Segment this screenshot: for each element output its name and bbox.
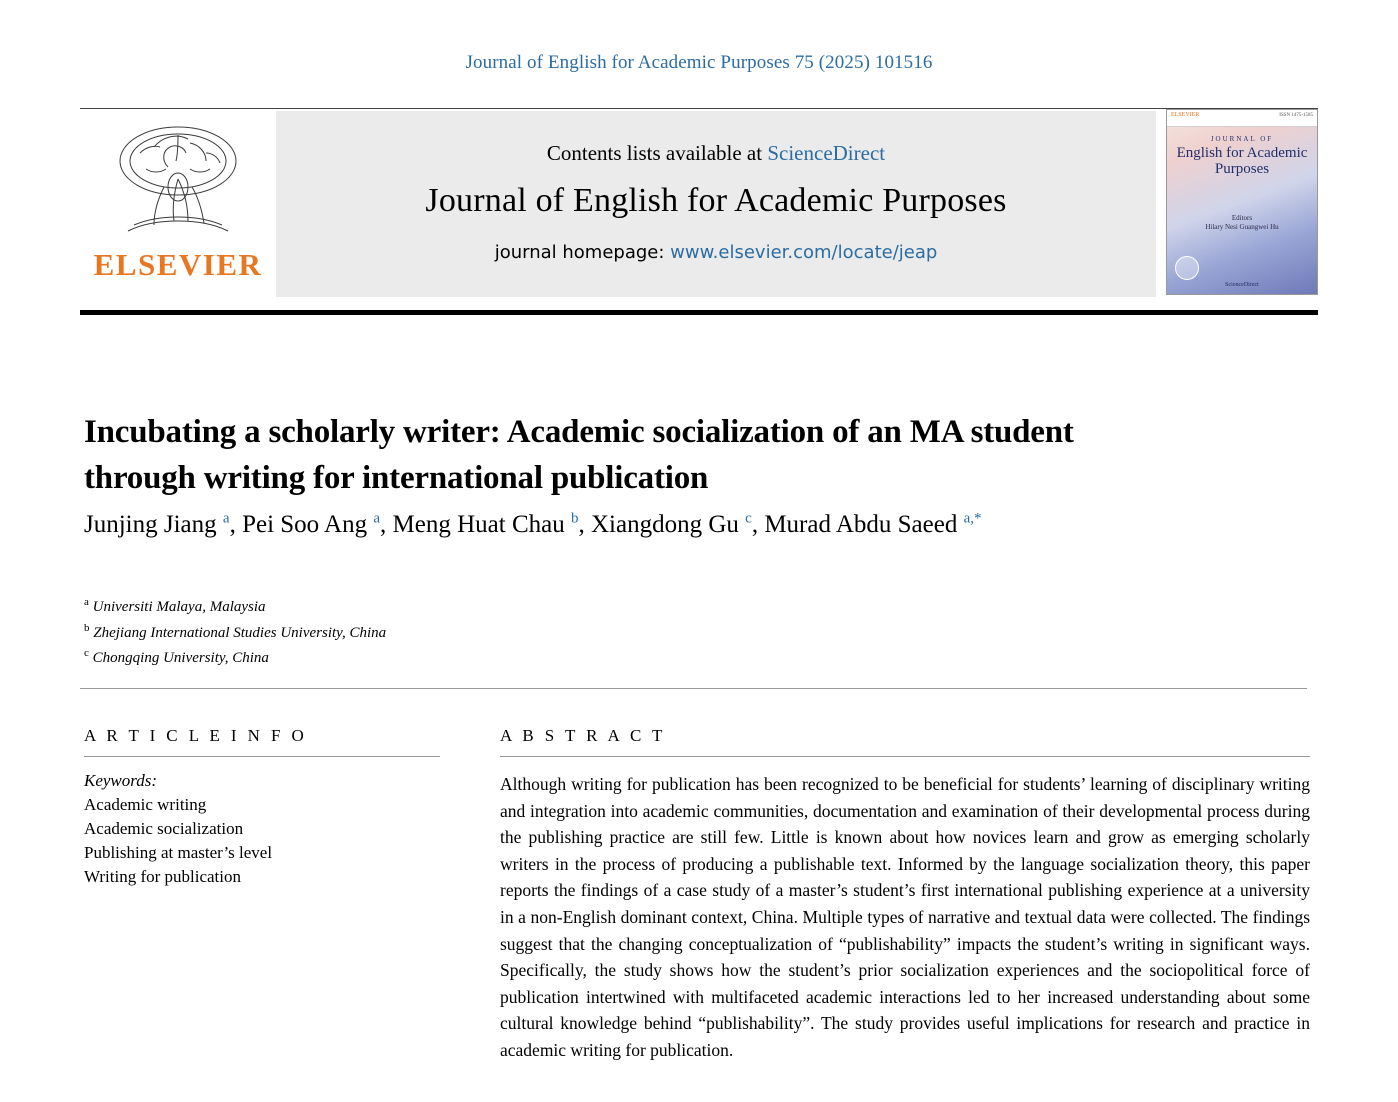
affiliation-line bbox=[84, 594, 984, 620]
journal-name: Journal of English for Academic Purposes bbox=[425, 182, 1007, 219]
author-name: Junjing Jiang bbox=[84, 511, 223, 538]
keyword-item: Writing for publication bbox=[84, 867, 242, 887]
affiliation-text: Universiti Malaya, Malaysia bbox=[88, 599, 266, 615]
abstract-column bbox=[500, 726, 1310, 1064]
affiliation-mark: b bbox=[84, 621, 90, 634]
keyword-item: Academic socialization bbox=[84, 819, 244, 839]
cover-editors-label: Editors bbox=[1231, 214, 1253, 222]
masthead-bottom-rule bbox=[80, 310, 1318, 315]
abstract-heading: A B S T R A C T bbox=[500, 726, 666, 745]
author-separator: , bbox=[578, 511, 591, 538]
author-name: Meng Huat Chau bbox=[392, 511, 571, 538]
article-info-column bbox=[84, 726, 440, 890]
page-title: Incubating a scholarly writer: Academic socialization of an MA student through writing for international publication bbox=[84, 414, 1074, 496]
cover-issn: ISSN 1475-1585 bbox=[1279, 113, 1313, 118]
cover-seal-icon bbox=[1175, 256, 1199, 280]
author-name: Xiangdong Gu bbox=[590, 511, 746, 538]
affiliation-mark: a bbox=[84, 596, 89, 608]
cover-topbar bbox=[1167, 110, 1317, 127]
running-head: Journal of English for Academic Purposes 75 (2025) 101516 bbox=[465, 52, 933, 73]
journal-homepage-line bbox=[495, 242, 938, 263]
affiliation-line bbox=[84, 620, 984, 646]
affiliation-text: Zhejiang International Studies University, China bbox=[89, 624, 387, 641]
article-info-heading: A R T I C L E I N F O bbox=[84, 726, 308, 745]
contents-prefix: Contents lists available at bbox=[546, 141, 763, 165]
author-separator: , bbox=[380, 511, 393, 538]
keywords-label: Keywords: bbox=[84, 771, 158, 790]
keywords-list bbox=[84, 793, 440, 890]
elsevier-logo bbox=[80, 109, 276, 301]
author-name: Pei Soo Ang bbox=[242, 511, 374, 538]
author-affiliation-mark: b bbox=[570, 510, 579, 527]
author-separator: , bbox=[229, 511, 243, 538]
affiliation-mark: c bbox=[84, 647, 89, 660]
author-affiliation-mark: a bbox=[222, 510, 230, 527]
sciencedirect-link[interactable]: ScienceDirect bbox=[767, 141, 886, 165]
cover-footer: ScienceDirect bbox=[1225, 282, 1259, 288]
cover-kicker: JOURNAL OF bbox=[1210, 135, 1274, 143]
journal-title-block bbox=[276, 111, 1156, 297]
cover-journal-title: English for Academic Purposes bbox=[1176, 145, 1308, 178]
author-list bbox=[84, 505, 1204, 546]
journal-cover-thumbnail[interactable] bbox=[1166, 109, 1318, 295]
author-separator: , bbox=[751, 511, 765, 538]
homepage-prefix: journal homepage: bbox=[494, 242, 665, 263]
journal-homepage-link[interactable]: www.elsevier.com/locate/jeap bbox=[670, 242, 938, 263]
section-divider bbox=[80, 688, 1307, 689]
contents-available-line bbox=[547, 141, 885, 166]
author-affiliation-mark: c bbox=[745, 510, 752, 527]
keyword-item: Publishing at master’s level bbox=[84, 843, 273, 863]
cover-elsevier-mark: ELSEVIER bbox=[1171, 112, 1200, 118]
elsevier-wordmark: ELSEVIER bbox=[93, 247, 263, 282]
keyword-item: Academic writing bbox=[84, 795, 207, 814]
author-affiliation-mark: a,* bbox=[963, 510, 982, 527]
author-name: Murad Abdu Saeed bbox=[764, 511, 964, 538]
affiliation-text: Chongqing University, China bbox=[88, 650, 269, 667]
cover-title-block bbox=[1167, 136, 1317, 178]
cover-editors bbox=[1167, 214, 1317, 232]
abstract-rule bbox=[500, 756, 1310, 757]
elsevier-tree-icon bbox=[94, 117, 262, 245]
affiliation-list bbox=[84, 594, 984, 671]
author-affiliation-mark: a bbox=[373, 510, 381, 527]
journal-masthead bbox=[80, 108, 1318, 301]
article-info-rule bbox=[84, 756, 440, 757]
abstract-text: Although writing for publication has been recognized to be beneficial for students’ learning of disciplinary writing and integration into academic communities, documentation and examination of their developmental process during the publishing practice are still few. Little is known about how novices learn and grow as emerging scholarly writers in the process of producing a publishable text. Informed by the language socialization theory, this paper reports the findings of a case study of a master’s student’s first international publishing experience at a university in a non-English dominant context, China. Multiple types of narrative and textual data were collected. The findings suggest that the changing conceptualization of “publishability” impacts the student’s writing in significant ways. Specifically, the study shows how the student’s prior socialization experiences and the sociopolitical force of publication intertwined with multifaceted academic interactions led to her increased understanding about some cultural knowledge behind “publishability”. The study provides useful implications for research and practice in academic writing for publication. bbox=[500, 774, 1310, 1060]
cover-editors-names: Hilary Nesi Guangwei Hu bbox=[1205, 223, 1279, 232]
affiliation-line bbox=[84, 645, 984, 671]
